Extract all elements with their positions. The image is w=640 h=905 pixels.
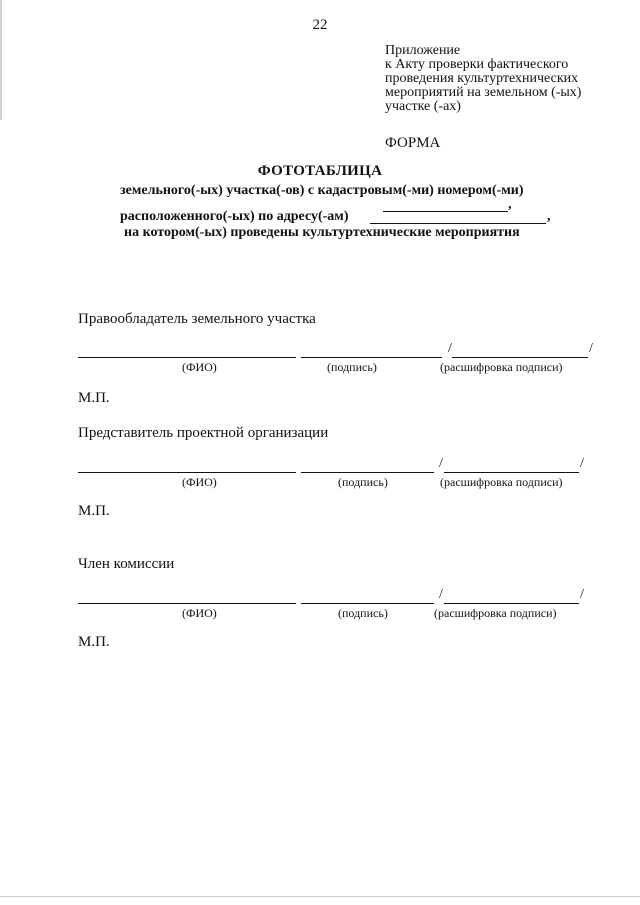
section-label-owner: Правообладатель земельного участка (78, 311, 316, 327)
page-number: 22 (312, 17, 328, 33)
name-blank[interactable] (78, 603, 296, 604)
slash: / (448, 341, 452, 356)
caption-name: (ФИО) (182, 606, 217, 620)
stamp-place: М.П. (78, 390, 110, 406)
stamp-place: М.П. (78, 634, 110, 650)
section-label-commission-member: Член комиссии (78, 556, 175, 572)
caption-name: (ФИО) (182, 360, 217, 374)
appendix-note (385, 44, 635, 114)
caption-signature: (подпись) (327, 360, 377, 374)
appendix-line: проведения культуртехнических (385, 71, 579, 86)
subtitle-line-2 (120, 209, 349, 225)
scan-edge-bottom (0, 896, 640, 897)
address-label: расположенного(-ых) по адресу(-ам) (120, 209, 349, 224)
form-label: ФОРМА (385, 135, 441, 151)
comma: , (508, 197, 512, 212)
signature-decode-blank[interactable] (444, 603, 579, 604)
subtitle-line-3: на котором(-ых) проведены культуртехнические мероприятия (124, 225, 520, 240)
cadastral-number-blank[interactable] (383, 211, 508, 212)
signature-blank[interactable] (301, 472, 434, 473)
caption-signature-decode: (расшифровка подписи) (440, 475, 563, 489)
slash: / (580, 456, 584, 471)
slash: / (439, 587, 443, 602)
comma: , (547, 209, 551, 224)
name-blank[interactable] (78, 357, 296, 358)
appendix-line: участке (-ах) (385, 99, 461, 114)
caption-signature-decode: (расшифровка подписи) (434, 606, 557, 620)
caption-name: (ФИО) (182, 475, 217, 489)
subtitle-line-1: земельного(-ых) участка(-ов) с кадастровым(-ми) номером(-ми) (120, 183, 524, 198)
signature-blank[interactable] (301, 357, 442, 358)
slash: / (439, 456, 443, 471)
section-label-design-org: Представитель проектной организации (78, 425, 329, 441)
signature-decode-blank[interactable] (452, 357, 588, 358)
signature-blank[interactable] (301, 603, 434, 604)
caption-signature-decode: (расшифровка подписи) (440, 360, 563, 374)
stamp-place: М.П. (78, 503, 110, 519)
caption-signature: (подпись) (338, 606, 388, 620)
signature-decode-blank[interactable] (444, 472, 579, 473)
appendix-line: к Акту проверки фактического (385, 57, 569, 72)
appendix-line: Приложение (385, 43, 461, 58)
slash: / (589, 341, 593, 356)
appendix-line: мероприятий на земельном (-ых) (385, 85, 582, 100)
caption-signature: (подпись) (338, 475, 388, 489)
slash: / (580, 587, 584, 602)
document-title: ФОТОТАБЛИЦА (257, 163, 383, 179)
address-blank[interactable] (370, 223, 546, 224)
name-blank[interactable] (78, 472, 296, 473)
